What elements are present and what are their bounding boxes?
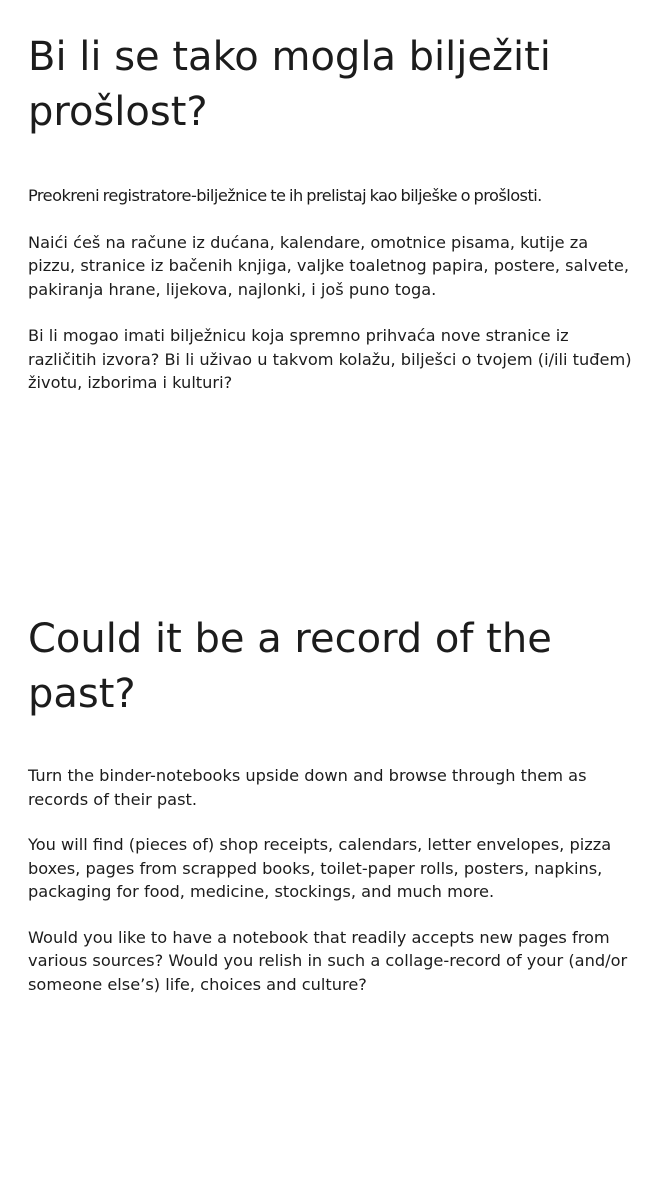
croatian-paragraph-3: Bi li mogao imati bilježnicu koja spremno prihvaća nove stranice iz različitih izvora? Bi li uživao u takvom kolažu, bilješci o tvojem (i/ili tuđem) životu, izborima i kulturi? bbox=[28, 326, 632, 392]
croatian-section bbox=[28, 30, 636, 418]
english-paragraph-3: Would you like to have a notebook that readily accepts new pages from various sources? Would you relish in such a collage-record of your (and/or someone else’s) life, choices and culture? bbox=[28, 927, 628, 994]
english-paragraph-2: You will find (pieces of) shop receipts, calendars, letter envelopes, pizza boxes, pages from scrapped books, toilet-paper rolls, posters, napkins, packaging for food, medicine, stockings, and much more. bbox=[28, 835, 612, 901]
croatian-paragraph-1: Preokreni registratore-bilježnice te ih prelistaj kao bilješke o prošlosti. bbox=[28, 186, 542, 205]
english-paragraph-1: Turn the binder-notebooks upside down and browse through them as records of their past. bbox=[28, 766, 587, 809]
english-section bbox=[28, 612, 636, 1018]
english-heading: Could it be a record of the past? bbox=[28, 616, 552, 717]
croatian-heading: Bi li se tako mogla bilježiti prošlost? bbox=[28, 34, 551, 135]
croatian-paragraph-2: Naići ćeš na račune iz dućana, kalendare, omotnice pisama, kutije za pizzu, stranice iz bačenih knjiga, valjke toaletnog papira, postere, salvete, pakiranja hrane, lijekova, najlonki, i još puno toga. bbox=[28, 232, 629, 299]
